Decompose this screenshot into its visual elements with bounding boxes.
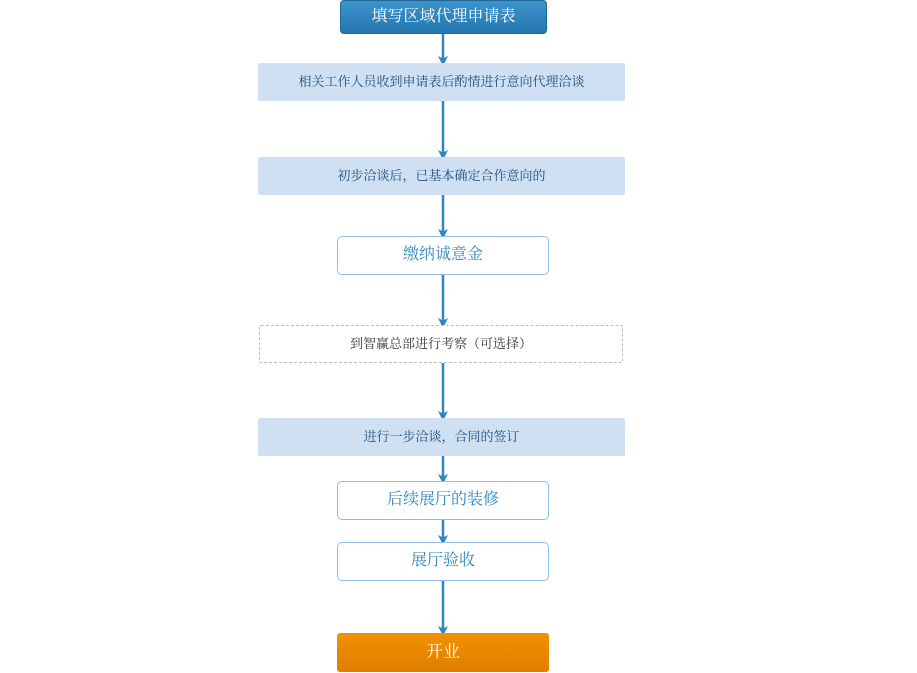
flow-node-opening[interactable]: 开业: [337, 633, 549, 672]
flow-node-acceptance[interactable]: 展厅验收: [337, 542, 549, 581]
flow-node-decoration[interactable]: 后续展厅的装修: [337, 481, 549, 520]
flow-node-contract[interactable]: 进行一步洽谈，合同的签订: [258, 418, 625, 456]
flow-node-deposit[interactable]: 缴纳诚意金: [337, 236, 549, 275]
flow-node-negotiate[interactable]: 相关工作人员收到申请表后酌情进行意向代理洽谈: [258, 63, 625, 101]
flow-node-apply[interactable]: 填写区域代理申请表: [340, 0, 547, 34]
flow-node-visit[interactable]: 到智赢总部进行考察（可选择）: [259, 325, 623, 363]
flow-node-intent[interactable]: 初步洽谈后，已基本确定合作意向的: [258, 157, 625, 195]
